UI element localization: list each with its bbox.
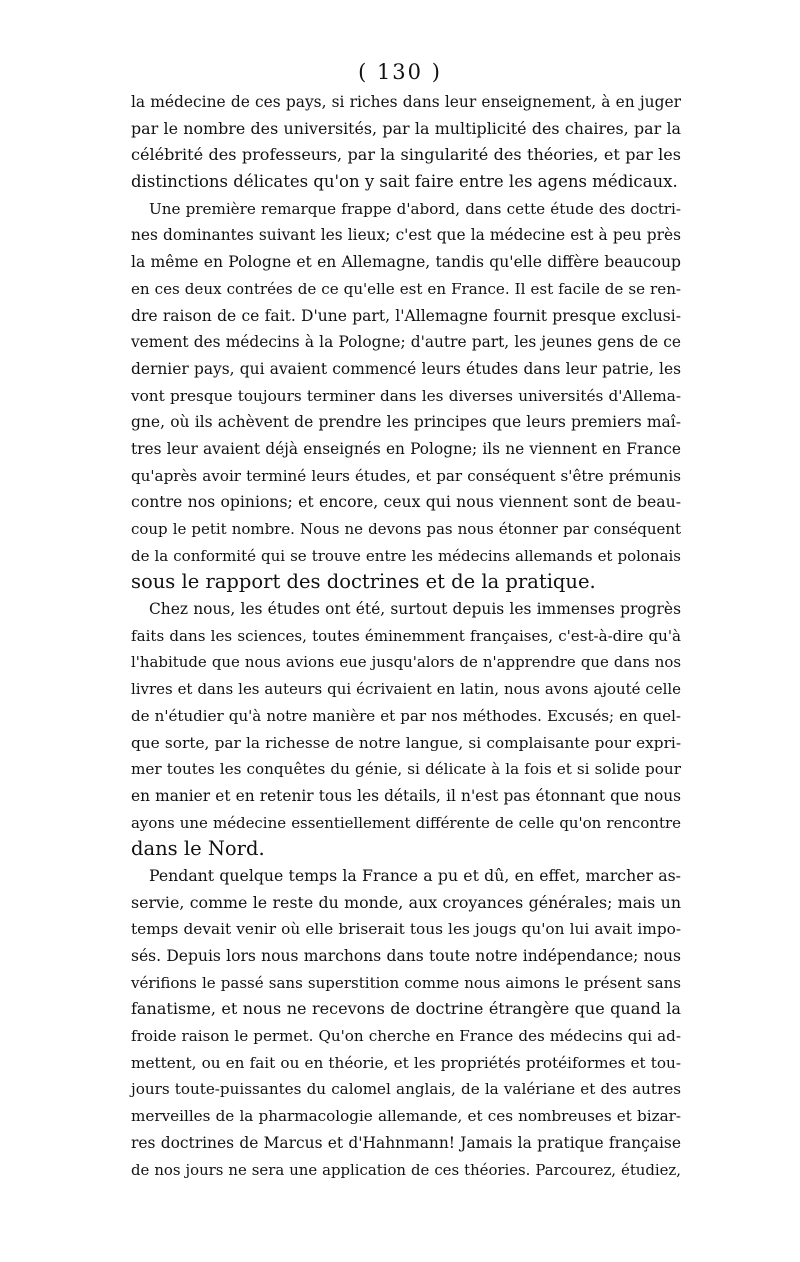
text-line: de la conformité qui se trouve entre les médecins allemands et polonais <box>131 546 681 565</box>
text-line: distinctions délicates qu'on y sait faire entre les agens médicaux. <box>131 172 678 192</box>
text-line: ayons une médecine essentiellement différente de celle qu'on rencontre <box>131 813 681 832</box>
text-line: gne, où ils achèvent de prendre les principes que leurs premiers maî- <box>131 413 681 432</box>
text-line: qu'après avoir terminé leurs études, et par conséquent s'être prémunis <box>131 466 681 485</box>
text-line: nes dominantes suivant les lieux; c'est que la médecine est à peu près <box>131 226 681 245</box>
text-line: vérifions le passé sans superstition comme nous aimons le présent sans <box>131 973 681 992</box>
body-text <box>131 89 681 1183</box>
text-line: célébrité des professeurs, par la singularité des théories, et par les <box>131 145 681 165</box>
text-line: en ces deux contrées de ce qu'elle est en France. Il est facile de se ren- <box>131 279 681 298</box>
text-line: froide raison le permet. Qu'on cherche en France des médecins qui ad- <box>131 1027 681 1046</box>
text-line: de n'étudier qu'à notre manière et par nos méthodes. Excusés; en quel- <box>131 706 681 725</box>
text-line: sous le rapport des doctrines et de la pratique. <box>131 570 596 594</box>
page-number: ( 130 ) <box>358 60 442 84</box>
text-line: dernier pays, qui avaient commencé leurs études dans leur patrie, les <box>131 359 681 378</box>
text-line: fanatisme, et nous ne recevons de doctrine étrangère que quand la <box>131 999 681 1019</box>
text-line: mer toutes les conquêtes du génie, si délicate à la fois et si solide pour <box>131 760 681 779</box>
text-line: en manier et en retenir tous les détails, il n'est pas étonnant que nous <box>131 786 681 805</box>
text-line: merveilles de la pharmacologie allemande, et ces nombreuses et bizar- <box>131 1107 681 1126</box>
text-line: coup le petit nombre. Nous ne devons pas nous étonner par conséquent <box>131 520 681 538</box>
text-line: la médecine de ces pays, si riches dans leur enseignement, à en juger <box>131 93 681 111</box>
text-line: dre raison de ce fait. D'une part, l'Allemagne fournit presque exclusi- <box>131 306 681 325</box>
text-line: par le nombre des universités, par la multiplicité des chaires, par la <box>131 118 681 138</box>
text-line: tres leur avaient déjà enseignés en Pologne; ils ne viennent en France <box>131 439 681 458</box>
text-line: Une première remarque frappe d'abord, dans cette étude des doctri- <box>149 199 681 218</box>
text-line: Chez nous, les études ont été, surtout depuis les immenses progrès <box>149 600 681 619</box>
text-line: de nos jours ne sera une application de ces théories. Parcourez, étudiez, <box>131 1160 681 1179</box>
text-line: jours toute-puissantes du calomel anglais, de la valériane et des autres <box>131 1080 681 1099</box>
text-line: l'habitude que nous avions eue jusqu'alors de n'apprendre que dans nos <box>131 653 681 672</box>
text-line: vont presque toujours terminer dans les diverses universités d'Allema- <box>131 386 681 405</box>
text-line: que sorte, par la richesse de notre langue, si complaisante pour expri- <box>131 733 681 752</box>
text-line: faits dans les sciences, toutes éminemment françaises, c'est-à-dire qu'à <box>131 626 681 645</box>
text-line: res doctrines de Marcus et d'Hahnmann! Jamais la pratique française <box>131 1133 681 1152</box>
text-line: la même en Pologne et en Allemagne, tandis qu'elle diffère beaucoup <box>131 253 681 272</box>
text-line: contre nos opinions; et encore, ceux qui nous viennent sont de beau- <box>131 492 681 512</box>
text-line: dans le Nord. <box>131 837 265 861</box>
text-line: sés. Depuis lors nous marchons dans toute notre indépendance; nous <box>131 947 681 965</box>
text-line: servie, comme le reste du monde, aux croyances générales; mais un <box>131 892 681 912</box>
text-line: temps devait venir où elle briserait tous les jougs qu'on lui avait impo- <box>131 920 681 939</box>
text-line: vement des médecins à la Pologne; d'autre part, les jeunes gens de ce <box>131 333 681 352</box>
text-line: mettent, ou en fait ou en théorie, et les propriétés protéiformes et tou- <box>131 1053 681 1072</box>
text-line: livres et dans les auteurs qui écrivaient en latin, nous avons ajouté celle <box>131 680 681 699</box>
text-line: Pendant quelque temps la France a pu et dû, en effet, marcher as- <box>149 865 681 885</box>
